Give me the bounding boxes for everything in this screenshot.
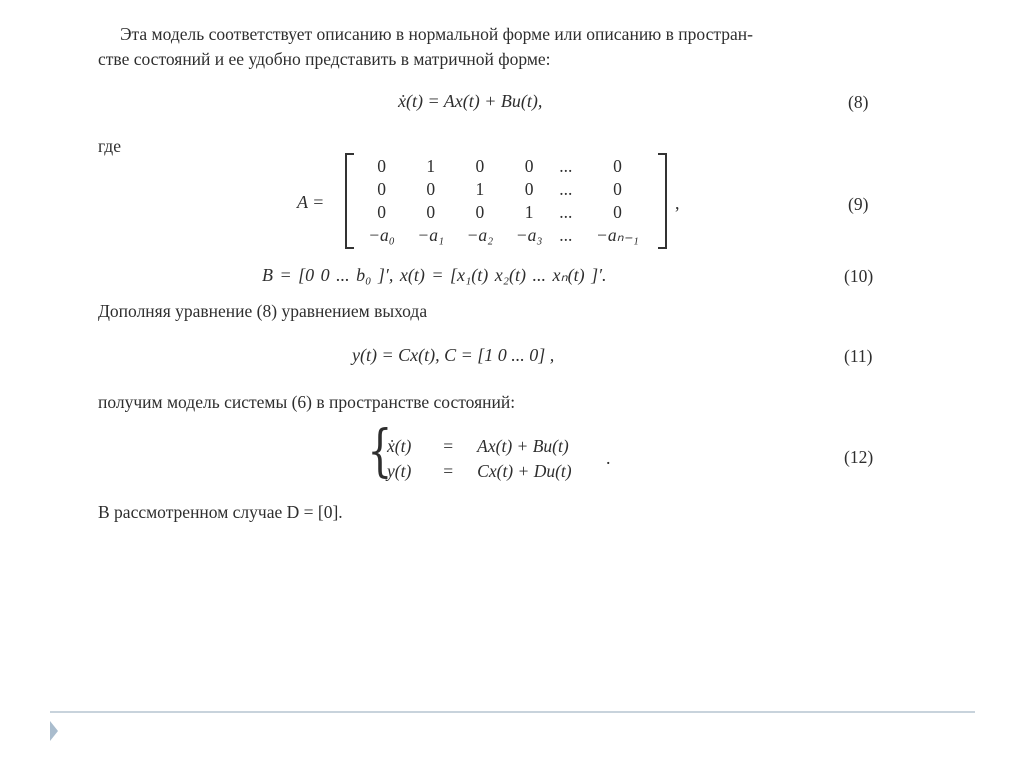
equation-10: B = [0 0 ... b₀ ]′, x(t) = [x₁(t) x₂(t) ... xₙ(t) ]′. <box>262 265 607 285</box>
equation-9-lhs: A = <box>297 192 325 212</box>
matrix-row <box>357 155 657 178</box>
matrix-row <box>357 178 657 201</box>
system-rhs: Ax(t) + Bu(t) <box>477 436 569 456</box>
matrix-cell: −a₀ <box>368 225 395 245</box>
paragraph2: Дополняя уравнение (8) уравнением выхода <box>98 301 428 321</box>
matrix-cell: 0 <box>524 179 534 199</box>
matrix-cell: −a₂ <box>466 225 494 245</box>
equation-12-period: . <box>606 448 611 468</box>
matrix-cell: ... <box>559 156 573 176</box>
matrix-cell: ... <box>559 225 573 245</box>
matrix-cell: 0 <box>426 179 436 199</box>
matrix-cell: −a₁ <box>417 225 445 245</box>
system-brace: { <box>367 419 393 484</box>
equation-12-number: (12) <box>844 447 874 467</box>
matrix-cell: 0 <box>377 156 386 176</box>
matrix-cell: 0 <box>475 202 485 222</box>
matrix-cell: 1 <box>475 179 485 199</box>
matrix-cell: −aₙ₋₁ <box>596 225 639 245</box>
matrix-cell: 0 <box>613 156 622 176</box>
equation-11: y(t) = Cx(t), C = [1 0 ... 0] , <box>352 345 555 365</box>
where-label: где <box>98 136 121 156</box>
paragraph1-line2: стве состояний и ее удобно представить в матричной форме: <box>98 49 551 69</box>
footer-divider <box>50 711 975 713</box>
matrix-cell: 0 <box>475 156 485 176</box>
matrix-cell: −a₃ <box>515 225 543 245</box>
paragraph3: получим модель системы (6) в пространстве состояний: <box>98 392 516 412</box>
matrix-cell: 0 <box>613 179 622 199</box>
matrix-cell: 0 <box>377 179 386 199</box>
paragraph4: В рассмотренном случае D = [0]. <box>98 502 343 522</box>
matrix-cell: ... <box>559 202 573 222</box>
matrix-cell: 1 <box>524 202 534 222</box>
system-lhs: y(t) <box>387 461 412 481</box>
matrix-row <box>357 224 657 247</box>
system-rhs: Cx(t) + Du(t) <box>477 461 572 481</box>
system-lhs: ẋ(t) <box>387 436 412 456</box>
matrix-cell: ... <box>559 179 573 199</box>
matrix-cell: 0 <box>426 202 436 222</box>
equation-9-comma: , <box>675 193 680 213</box>
matrix-a <box>345 153 667 249</box>
paragraph1-line1: Эта модель соответствует описанию в нормальной форме или описанию в простран- <box>120 24 753 44</box>
equation-11-number: (11) <box>844 346 873 366</box>
matrix-cell: 0 <box>613 202 622 222</box>
matrix-cell: 1 <box>426 156 436 176</box>
equation-12-system <box>385 433 582 485</box>
system-op: = <box>443 436 454 456</box>
equation-10-number: (10) <box>844 266 874 286</box>
equation-8-number: (8) <box>848 92 869 112</box>
system-row <box>387 435 580 458</box>
system-row <box>387 460 580 483</box>
equation-9-number: (9) <box>848 194 869 214</box>
equation-8: ẋ(t) = Ax(t) + Bu(t), <box>398 91 543 111</box>
matrix-cell: 0 <box>524 156 534 176</box>
matrix-row <box>357 201 657 224</box>
system-op: = <box>443 461 454 481</box>
triangle-bullet-icon <box>50 721 58 741</box>
matrix-cell: 0 <box>377 202 386 222</box>
